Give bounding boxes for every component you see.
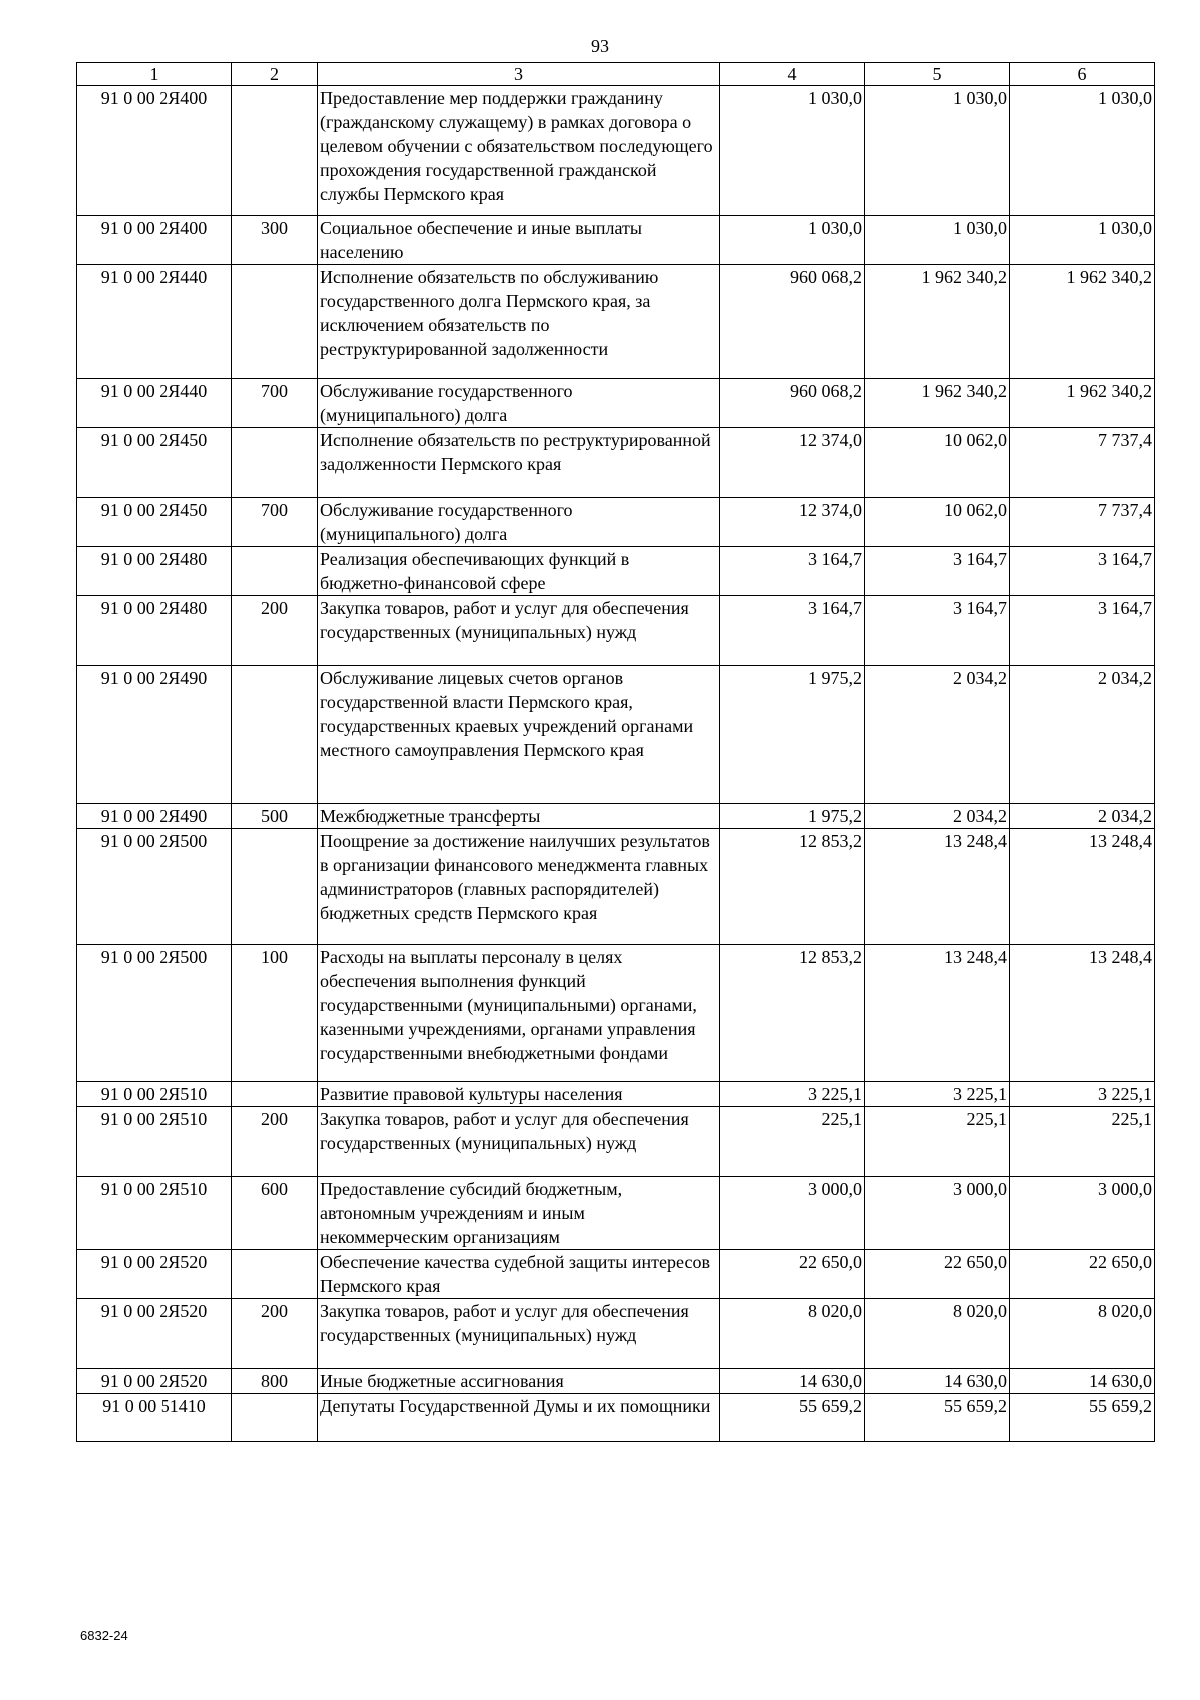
budget-table (76, 62, 1155, 1442)
amount-col4-cell: 55 659,2 (720, 1394, 865, 1442)
amount-col6-cell: 1 962 340,2 (1010, 265, 1155, 379)
amount-col5-cell: 22 650,0 (865, 1250, 1010, 1299)
table-row (77, 379, 1155, 428)
budget-code-cell: 91 0 00 2Я520 (77, 1369, 232, 1394)
budget-code-cell: 91 0 00 2Я440 (77, 265, 232, 379)
description-cell: Предоставление субсидий бюджетным, автономным учреждениям и иным некоммерческим организациям (318, 1177, 720, 1250)
table-row (77, 428, 1155, 498)
amount-col6-cell: 7 737,4 (1010, 498, 1155, 547)
amount-col5-cell: 2 034,2 (865, 804, 1010, 829)
budget-code-cell: 91 0 00 2Я510 (77, 1082, 232, 1107)
table-row (77, 1107, 1155, 1177)
description-cell: Обеспечение качества судебной защиты интересов Пермского края (318, 1250, 720, 1299)
budget-code-cell: 91 0 00 51410 (77, 1394, 232, 1442)
expense-type-cell: 100 (232, 945, 318, 1082)
table-row (77, 829, 1155, 945)
amount-col4-cell: 12 374,0 (720, 498, 865, 547)
description-cell: Исполнение обязательств по обслуживанию государственного долга Пермского края, за исключением обязательств по реструктурированной задолженности (318, 265, 720, 379)
column-header-1: 1 (77, 63, 232, 86)
table-row (77, 498, 1155, 547)
table-row (77, 1082, 1155, 1107)
amount-col6-cell: 14 630,0 (1010, 1369, 1155, 1394)
column-header-2: 2 (232, 63, 318, 86)
amount-col6-cell: 3 225,1 (1010, 1082, 1155, 1107)
amount-col5-cell: 225,1 (865, 1107, 1010, 1177)
column-header-6: 6 (1010, 63, 1155, 86)
budget-code-cell: 91 0 00 2Я440 (77, 379, 232, 428)
amount-col6-cell: 13 248,4 (1010, 829, 1155, 945)
amount-col4-cell: 1 030,0 (720, 86, 865, 216)
amount-col4-cell: 3 225,1 (720, 1082, 865, 1107)
amount-col4-cell: 960 068,2 (720, 379, 865, 428)
table-row (77, 86, 1155, 216)
amount-col4-cell: 12 374,0 (720, 428, 865, 498)
amount-col5-cell: 1 030,0 (865, 216, 1010, 265)
amount-col6-cell: 55 659,2 (1010, 1394, 1155, 1442)
amount-col5-cell: 13 248,4 (865, 829, 1010, 945)
budget-code-cell: 91 0 00 2Я520 (77, 1250, 232, 1299)
amount-col6-cell: 8 020,0 (1010, 1299, 1155, 1369)
description-cell: Расходы на выплаты персоналу в целях обеспечения выполнения функций государственными (муниципальными) органами, казенными учреждениями, органами управления государственными внебюджетными фондами (318, 945, 720, 1082)
expense-type-cell: 200 (232, 596, 318, 666)
expense-type-cell (232, 1250, 318, 1299)
amount-col5-cell: 3 164,7 (865, 547, 1010, 596)
expense-type-cell (232, 265, 318, 379)
table-body (77, 86, 1155, 1442)
amount-col4-cell: 12 853,2 (720, 829, 865, 945)
table-row (77, 1394, 1155, 1442)
description-cell: Закупка товаров, работ и услуг для обеспечения государственных (муниципальных) нужд (318, 1107, 720, 1177)
budget-code-cell: 91 0 00 2Я500 (77, 829, 232, 945)
table-row (77, 216, 1155, 265)
table-row (77, 1369, 1155, 1394)
amount-col5-cell: 3 000,0 (865, 1177, 1010, 1250)
description-cell: Закупка товаров, работ и услуг для обеспечения государственных (муниципальных) нужд (318, 596, 720, 666)
column-header-3: 3 (318, 63, 720, 86)
description-cell: Депутаты Государственной Думы и их помощники (318, 1394, 720, 1442)
amount-col6-cell: 3 164,7 (1010, 596, 1155, 666)
expense-type-cell: 200 (232, 1107, 318, 1177)
amount-col5-cell: 3 225,1 (865, 1082, 1010, 1107)
expense-type-cell (232, 86, 318, 216)
amount-col4-cell: 3 000,0 (720, 1177, 865, 1250)
description-cell: Иные бюджетные ассигнования (318, 1369, 720, 1394)
expense-type-cell: 700 (232, 498, 318, 547)
column-header-4: 4 (720, 63, 865, 86)
budget-code-cell: 91 0 00 2Я490 (77, 666, 232, 804)
expense-type-cell (232, 1394, 318, 1442)
expense-type-cell (232, 1082, 318, 1107)
description-cell: Обслуживание государственного (муниципального) долга (318, 379, 720, 428)
table-row (77, 265, 1155, 379)
amount-col4-cell: 1 975,2 (720, 666, 865, 804)
table-header (77, 63, 1155, 86)
column-header-5: 5 (865, 63, 1010, 86)
budget-code-cell: 91 0 00 2Я520 (77, 1299, 232, 1369)
budget-code-cell: 91 0 00 2Я400 (77, 86, 232, 216)
amount-col6-cell: 2 034,2 (1010, 666, 1155, 804)
budget-code-cell: 91 0 00 2Я510 (77, 1107, 232, 1177)
amount-col5-cell: 55 659,2 (865, 1394, 1010, 1442)
amount-col4-cell: 3 164,7 (720, 547, 865, 596)
amount-col6-cell: 3 164,7 (1010, 547, 1155, 596)
table-row (77, 1177, 1155, 1250)
budget-code-cell: 91 0 00 2Я500 (77, 945, 232, 1082)
amount-col5-cell: 1 030,0 (865, 86, 1010, 216)
description-cell: Поощрение за достижение наилучших результатов в организации финансового менеджмента главных администраторов (главных распорядителей) бюджетных средств Пермского края (318, 829, 720, 945)
description-cell: Обслуживание лицевых счетов органов государственной власти Пермского края, государственных краевых учреждений органами местного самоуправления Пермского края (318, 666, 720, 804)
budget-code-cell: 91 0 00 2Я450 (77, 498, 232, 547)
description-cell: Исполнение обязательств по реструктурированной задолженности Пермского края (318, 428, 720, 498)
amount-col4-cell: 8 020,0 (720, 1299, 865, 1369)
amount-col4-cell: 3 164,7 (720, 596, 865, 666)
amount-col6-cell: 2 034,2 (1010, 804, 1155, 829)
amount-col5-cell: 1 962 340,2 (865, 265, 1010, 379)
amount-col4-cell: 14 630,0 (720, 1369, 865, 1394)
expense-type-cell (232, 829, 318, 945)
budget-code-cell: 91 0 00 2Я480 (77, 547, 232, 596)
description-cell: Межбюджетные трансферты (318, 804, 720, 829)
amount-col5-cell: 10 062,0 (865, 498, 1010, 547)
budget-code-cell: 91 0 00 2Я400 (77, 216, 232, 265)
amount-col6-cell: 1 030,0 (1010, 216, 1155, 265)
amount-col4-cell: 225,1 (720, 1107, 865, 1177)
expense-type-cell (232, 428, 318, 498)
amount-col6-cell: 3 000,0 (1010, 1177, 1155, 1250)
amount-col6-cell: 22 650,0 (1010, 1250, 1155, 1299)
description-cell: Обслуживание государственного (муниципального) долга (318, 498, 720, 547)
table-row (77, 666, 1155, 804)
document-id: 6832-24 (80, 1628, 128, 1643)
amount-col5-cell: 3 164,7 (865, 596, 1010, 666)
amount-col6-cell: 1 030,0 (1010, 86, 1155, 216)
expense-type-cell: 200 (232, 1299, 318, 1369)
amount-col6-cell: 13 248,4 (1010, 945, 1155, 1082)
amount-col5-cell: 2 034,2 (865, 666, 1010, 804)
amount-col5-cell: 8 020,0 (865, 1299, 1010, 1369)
expense-type-cell: 600 (232, 1177, 318, 1250)
budget-code-cell: 91 0 00 2Я480 (77, 596, 232, 666)
expense-type-cell: 300 (232, 216, 318, 265)
expense-type-cell: 800 (232, 1369, 318, 1394)
amount-col4-cell: 960 068,2 (720, 265, 865, 379)
budget-code-cell: 91 0 00 2Я490 (77, 804, 232, 829)
expense-type-cell: 700 (232, 379, 318, 428)
table-row (77, 945, 1155, 1082)
amount-col6-cell: 7 737,4 (1010, 428, 1155, 498)
amount-col6-cell: 225,1 (1010, 1107, 1155, 1177)
header-row (77, 63, 1155, 86)
description-cell: Закупка товаров, работ и услуг для обеспечения государственных (муниципальных) нужд (318, 1299, 720, 1369)
amount-col5-cell: 13 248,4 (865, 945, 1010, 1082)
description-cell: Предоставление мер поддержки гражданину (гражданскому служащему) в рамках договора о целевом обучении с обязательством последующего прохождения государственной гражданской службы Пермского края (318, 86, 720, 216)
page-number: 93 (591, 36, 609, 56)
amount-col4-cell: 22 650,0 (720, 1250, 865, 1299)
budget-code-cell: 91 0 00 2Я510 (77, 1177, 232, 1250)
table-row (77, 547, 1155, 596)
expense-type-cell: 500 (232, 804, 318, 829)
amount-col4-cell: 1 030,0 (720, 216, 865, 265)
expense-type-cell (232, 547, 318, 596)
amount-col4-cell: 1 975,2 (720, 804, 865, 829)
table-row (77, 1250, 1155, 1299)
amount-col5-cell: 14 630,0 (865, 1369, 1010, 1394)
description-cell: Развитие правовой культуры населения (318, 1082, 720, 1107)
expense-type-cell (232, 666, 318, 804)
table-row (77, 596, 1155, 666)
table-row (77, 1299, 1155, 1369)
budget-code-cell: 91 0 00 2Я450 (77, 428, 232, 498)
amount-col5-cell: 10 062,0 (865, 428, 1010, 498)
amount-col4-cell: 12 853,2 (720, 945, 865, 1082)
amount-col6-cell: 1 962 340,2 (1010, 379, 1155, 428)
amount-col5-cell: 1 962 340,2 (865, 379, 1010, 428)
table-row (77, 804, 1155, 829)
description-cell: Реализация обеспечивающих функций в бюджетно-финансовой сфере (318, 547, 720, 596)
description-cell: Социальное обеспечение и иные выплаты населению (318, 216, 720, 265)
